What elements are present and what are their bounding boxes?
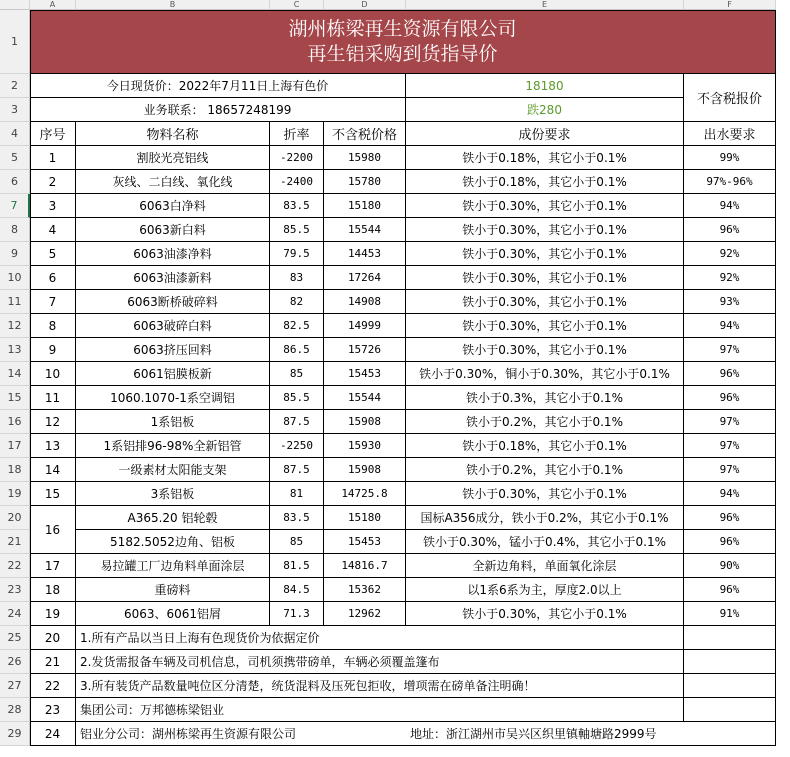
row-composition[interactable]: 铁小于0.30%，锰小于0.4%，其它小于0.1% bbox=[406, 530, 684, 554]
row-price[interactable]: 17264 bbox=[324, 266, 406, 290]
table-left-border bbox=[30, 10, 31, 746]
row-price[interactable]: 15930 bbox=[324, 434, 406, 458]
row-composition[interactable]: 铁小于0.30%，其它小于0.1% bbox=[406, 194, 684, 218]
row-rate[interactable]: 81.5 bbox=[270, 554, 324, 578]
note-empty[interactable] bbox=[684, 650, 776, 674]
row-rate[interactable]: 83.5 bbox=[270, 194, 324, 218]
column-header-d[interactable]: D bbox=[324, 0, 406, 10]
row-price[interactable]: 15980 bbox=[324, 146, 406, 170]
row-header-29[interactable]: 29 bbox=[0, 722, 30, 746]
row-material-name[interactable]: 一级素材太阳能支架 bbox=[76, 458, 270, 482]
row-seq[interactable]: 16 bbox=[30, 506, 76, 554]
row-header-25[interactable]: 25 bbox=[0, 626, 30, 650]
row-rate[interactable]: -2250 bbox=[270, 434, 324, 458]
note-text[interactable]: 3.所有装货产品数量吨位区分清楚，统货混料及压死包拒收，增项需在磅单备注明确！ bbox=[76, 674, 684, 698]
row-material-name[interactable]: 6063油漆净料 bbox=[76, 242, 270, 266]
row-rate[interactable]: 87.5 bbox=[270, 458, 324, 482]
row-header-17[interactable]: 17 bbox=[0, 434, 30, 458]
row-rate[interactable]: 81 bbox=[270, 482, 324, 506]
note-seq[interactable]: 21 bbox=[30, 650, 76, 674]
row-header-19[interactable]: 19 bbox=[0, 482, 30, 506]
row-rate[interactable]: 82 bbox=[270, 290, 324, 314]
row-rate[interactable]: -2400 bbox=[270, 170, 324, 194]
row-material-name[interactable]: 重磅料 bbox=[76, 578, 270, 602]
row-header-13[interactable]: 13 bbox=[0, 338, 30, 362]
price-change-value[interactable]: 跌280 bbox=[406, 98, 684, 122]
row-header-23[interactable]: 23 bbox=[0, 578, 30, 602]
row-material-name[interactable]: 6061铝膜板新 bbox=[76, 362, 270, 386]
row-composition[interactable]: 铁小于0.30%，其它小于0.1% bbox=[406, 266, 684, 290]
row-header-1[interactable]: 1 bbox=[0, 10, 30, 74]
row-seq[interactable]: 1 bbox=[30, 146, 76, 170]
row-rate[interactable]: 83.5 bbox=[270, 506, 324, 530]
row-seq[interactable]: 15 bbox=[30, 482, 76, 506]
row-header-15[interactable]: 15 bbox=[0, 386, 30, 410]
row-rate[interactable]: 85 bbox=[270, 362, 324, 386]
row-seq[interactable]: 19 bbox=[30, 602, 76, 626]
row-header-21[interactable]: 21 bbox=[0, 530, 30, 554]
row-material-name[interactable]: 1060.1070-1系空调铝 bbox=[76, 386, 270, 410]
row-price[interactable]: 15362 bbox=[324, 578, 406, 602]
row-seq[interactable]: 10 bbox=[30, 362, 76, 386]
row-rate[interactable]: 87.5 bbox=[270, 410, 324, 434]
column-header-c[interactable]: C bbox=[270, 0, 324, 10]
row-price[interactable]: 14725.8 bbox=[324, 482, 406, 506]
row-composition[interactable]: 全新边角料，单面氧化涂层 bbox=[406, 554, 684, 578]
table-top-border bbox=[30, 10, 776, 11]
row-seq[interactable]: 6 bbox=[30, 266, 76, 290]
row-header-14[interactable]: 14 bbox=[0, 362, 30, 386]
price-date-label[interactable]: 今日现货价：2022年7月11日上海有色价 bbox=[30, 74, 406, 98]
note-empty[interactable] bbox=[684, 674, 776, 698]
row-material-name[interactable]: 6063破碎白料 bbox=[76, 314, 270, 338]
row-yield[interactable]: 94% bbox=[684, 482, 776, 506]
row-yield[interactable]: 97% bbox=[684, 338, 776, 362]
row-composition[interactable]: 以1系6系为主，厚度2.0以上 bbox=[406, 578, 684, 602]
row-price[interactable]: 15726 bbox=[324, 338, 406, 362]
row-composition[interactable]: 铁小于0.30%，其它小于0.1% bbox=[406, 482, 684, 506]
row-yield[interactable]: 90% bbox=[684, 554, 776, 578]
row-header-27[interactable]: 27 bbox=[0, 674, 30, 698]
row-yield[interactable]: 97% bbox=[684, 458, 776, 482]
row-seq[interactable]: 9 bbox=[30, 338, 76, 362]
row-composition[interactable]: 铁小于0.30%，其它小于0.1% bbox=[406, 290, 684, 314]
contact-label[interactable]: 业务联系： 18657248199 bbox=[30, 98, 406, 122]
row-header-16[interactable]: 16 bbox=[0, 410, 30, 434]
row-seq[interactable]: 11 bbox=[30, 386, 76, 410]
note-text[interactable]: 1.所有产品以当日上海有色现货价为依据定价 bbox=[76, 626, 684, 650]
column-header-e[interactable]: E bbox=[406, 0, 684, 10]
row-material-name[interactable]: 6063白净料 bbox=[76, 194, 270, 218]
row-material-name[interactable]: A365.20 铝轮毂 bbox=[76, 506, 270, 530]
title-banner[interactable] bbox=[30, 10, 776, 74]
note-address[interactable]: 地址：浙江湖州市吴兴区织里镇軸塘路2999号 bbox=[406, 722, 776, 746]
header-seq[interactable]: 序号 bbox=[30, 122, 76, 146]
row-header-28[interactable]: 28 bbox=[0, 698, 30, 722]
row-rate[interactable]: 82.5 bbox=[270, 314, 324, 338]
row-price[interactable]: 15908 bbox=[324, 410, 406, 434]
row-header-5[interactable]: 5 bbox=[0, 146, 30, 170]
header-composition[interactable]: 成份要求 bbox=[406, 122, 684, 146]
row-price[interactable]: 15453 bbox=[324, 530, 406, 554]
row-yield[interactable]: 99% bbox=[684, 146, 776, 170]
note-seq[interactable]: 23 bbox=[30, 698, 76, 722]
row-yield[interactable]: 92% bbox=[684, 266, 776, 290]
row-seq[interactable]: 13 bbox=[30, 434, 76, 458]
row-composition[interactable]: 铁小于0.30%，铜小于0.30%，其它小于0.1% bbox=[406, 362, 684, 386]
row-composition[interactable]: 铁小于0.30%，其它小于0.1% bbox=[406, 218, 684, 242]
row-composition[interactable]: 铁小于0.18%，其它小于0.1% bbox=[406, 434, 684, 458]
row-rate[interactable]: 83 bbox=[270, 266, 324, 290]
row-price[interactable]: 15544 bbox=[324, 386, 406, 410]
row-seq[interactable]: 3 bbox=[30, 194, 76, 218]
row-material-name[interactable]: 6063挤压回料 bbox=[76, 338, 270, 362]
column-header-f[interactable]: F bbox=[684, 0, 776, 10]
row-header-18[interactable]: 18 bbox=[0, 458, 30, 482]
row-price[interactable]: 15780 bbox=[324, 170, 406, 194]
header-name[interactable]: 物料名称 bbox=[76, 122, 270, 146]
row-material-name[interactable]: 5182.5052边角、铝板 bbox=[76, 530, 270, 554]
row-composition[interactable]: 铁小于0.30%，其它小于0.1% bbox=[406, 314, 684, 338]
row-seq[interactable]: 12 bbox=[30, 410, 76, 434]
note-empty[interactable] bbox=[684, 626, 776, 650]
row-composition[interactable]: 铁小于0.30%，其它小于0.1% bbox=[406, 242, 684, 266]
row-yield[interactable]: 96% bbox=[684, 362, 776, 386]
row-yield[interactable]: 94% bbox=[684, 194, 776, 218]
row-material-name[interactable]: 3系铝板 bbox=[76, 482, 270, 506]
row-composition[interactable]: 铁小于0.2%，其它小于0.1% bbox=[406, 458, 684, 482]
row-seq[interactable]: 5 bbox=[30, 242, 76, 266]
row-header-11[interactable]: 11 bbox=[0, 290, 30, 314]
row-seq[interactable]: 14 bbox=[30, 458, 76, 482]
row-yield[interactable]: 96% bbox=[684, 218, 776, 242]
row-price[interactable]: 14453 bbox=[324, 242, 406, 266]
row-material-name[interactable]: 易拉罐工厂边角料单面涂层 bbox=[76, 554, 270, 578]
row-header-22[interactable]: 22 bbox=[0, 554, 30, 578]
note-empty[interactable] bbox=[684, 698, 776, 722]
row-price[interactable]: 14816.7 bbox=[324, 554, 406, 578]
row-material-name[interactable]: 割胶光亮铝线 bbox=[76, 146, 270, 170]
note-seq[interactable]: 22 bbox=[30, 674, 76, 698]
row-header-6[interactable]: 6 bbox=[0, 170, 30, 194]
row-yield[interactable]: 96% bbox=[684, 506, 776, 530]
row-material-name[interactable]: 灰线、二白线、氧化线 bbox=[76, 170, 270, 194]
note-seq[interactable]: 24 bbox=[30, 722, 76, 746]
row-header-12[interactable]: 12 bbox=[0, 314, 30, 338]
note-text[interactable]: 2.发货需报备车辆及司机信息，司机须携带磅单，车辆必须覆盖篷布 bbox=[76, 650, 684, 674]
row-header-24[interactable]: 24 bbox=[0, 602, 30, 626]
price-value[interactable]: 18180 bbox=[406, 74, 684, 98]
row-yield[interactable]: 96% bbox=[684, 578, 776, 602]
row-material-name[interactable]: 6063、6061铝屑 bbox=[76, 602, 270, 626]
note-text[interactable]: 铝业分公司：湖州栋梁再生资源有限公司 bbox=[76, 722, 406, 746]
row-composition[interactable]: 铁小于0.18%，其它小于0.1% bbox=[406, 146, 684, 170]
row-price[interactable]: 14999 bbox=[324, 314, 406, 338]
sheet-subtitle: 再生铝采购到货指导价 bbox=[307, 42, 498, 65]
row-material-name[interactable]: 6063新白料 bbox=[76, 218, 270, 242]
row-header-7[interactable]: 7 bbox=[0, 194, 30, 218]
row-yield[interactable]: 92% bbox=[684, 242, 776, 266]
row-yield[interactable]: 96% bbox=[684, 386, 776, 410]
row-price[interactable]: 15453 bbox=[324, 362, 406, 386]
row-rate[interactable]: 79.5 bbox=[270, 242, 324, 266]
row-yield[interactable]: 93% bbox=[684, 290, 776, 314]
row-composition[interactable]: 铁小于0.3%，其它小于0.1% bbox=[406, 386, 684, 410]
header-rate[interactable]: 折率 bbox=[270, 122, 324, 146]
row-price[interactable]: 12962 bbox=[324, 602, 406, 626]
row-composition[interactable]: 国标A356成分，铁小于0.2%，其它小于0.1% bbox=[406, 506, 684, 530]
row-price[interactable]: 15908 bbox=[324, 458, 406, 482]
row-yield[interactable]: 91% bbox=[684, 602, 776, 626]
row-price[interactable]: 15180 bbox=[324, 194, 406, 218]
row-composition[interactable]: 铁小于0.30%，其它小于0.1% bbox=[406, 338, 684, 362]
row-rate[interactable]: 85.5 bbox=[270, 386, 324, 410]
row-material-name[interactable]: 1系铝板 bbox=[76, 410, 270, 434]
row-seq[interactable]: 18 bbox=[30, 578, 76, 602]
row-rate[interactable]: 85 bbox=[270, 530, 324, 554]
row-header-8[interactable]: 8 bbox=[0, 218, 30, 242]
row-rate[interactable]: 84.5 bbox=[270, 578, 324, 602]
row-material-name[interactable]: 6063油漆新料 bbox=[76, 266, 270, 290]
row-yield[interactable]: 97% bbox=[684, 410, 776, 434]
row-seq[interactable]: 4 bbox=[30, 218, 76, 242]
row-header-2[interactable]: 2 bbox=[0, 74, 30, 98]
header-yield[interactable]: 出水要求 bbox=[684, 122, 776, 146]
row-seq[interactable]: 2 bbox=[30, 170, 76, 194]
row-price[interactable]: 15544 bbox=[324, 218, 406, 242]
row-yield[interactable]: 97% bbox=[684, 434, 776, 458]
column-header-a[interactable]: A bbox=[30, 0, 76, 10]
row-material-name[interactable]: 6063断桥破碎料 bbox=[76, 290, 270, 314]
header-price[interactable]: 不含税价格 bbox=[324, 122, 406, 146]
row-rate[interactable]: -2200 bbox=[270, 146, 324, 170]
row-header-9[interactable]: 9 bbox=[0, 242, 30, 266]
row-seq[interactable]: 8 bbox=[30, 314, 76, 338]
row-material-name[interactable]: 1系铝排96-98%全新铝管 bbox=[76, 434, 270, 458]
tax-note[interactable]: 不含税报价 bbox=[684, 74, 776, 122]
row-header-3[interactable]: 3 bbox=[0, 98, 30, 122]
row-header-10[interactable]: 10 bbox=[0, 266, 30, 290]
note-text[interactable]: 集团公司：万邦德栋梁铝业 bbox=[76, 698, 684, 722]
row-price[interactable]: 15180 bbox=[324, 506, 406, 530]
row-seq[interactable]: 7 bbox=[30, 290, 76, 314]
row-rate[interactable]: 85.5 bbox=[270, 218, 324, 242]
row-seq[interactable]: 17 bbox=[30, 554, 76, 578]
row-rate[interactable]: 86.5 bbox=[270, 338, 324, 362]
row-header-4[interactable]: 4 bbox=[0, 122, 30, 146]
row-header-20[interactable]: 20 bbox=[0, 506, 30, 530]
row-rate[interactable]: 71.3 bbox=[270, 602, 324, 626]
company-title: 湖州栋梁再生资源有限公司 bbox=[288, 17, 517, 40]
row-price[interactable]: 14908 bbox=[324, 290, 406, 314]
row-composition[interactable]: 铁小于0.18%，其它小于0.1% bbox=[406, 170, 684, 194]
corner-cell[interactable] bbox=[0, 0, 30, 10]
row-yield[interactable]: 94% bbox=[684, 314, 776, 338]
row-composition[interactable]: 铁小于0.30%，其它小于0.1% bbox=[406, 602, 684, 626]
column-header-b[interactable]: B bbox=[76, 0, 270, 10]
note-seq[interactable]: 20 bbox=[30, 626, 76, 650]
row-composition[interactable]: 铁小于0.2%，其它小于0.1% bbox=[406, 410, 684, 434]
row-header-26[interactable]: 26 bbox=[0, 650, 30, 674]
row-yield[interactable]: 96% bbox=[684, 530, 776, 554]
row-yield[interactable]: 97%-96% bbox=[684, 170, 776, 194]
